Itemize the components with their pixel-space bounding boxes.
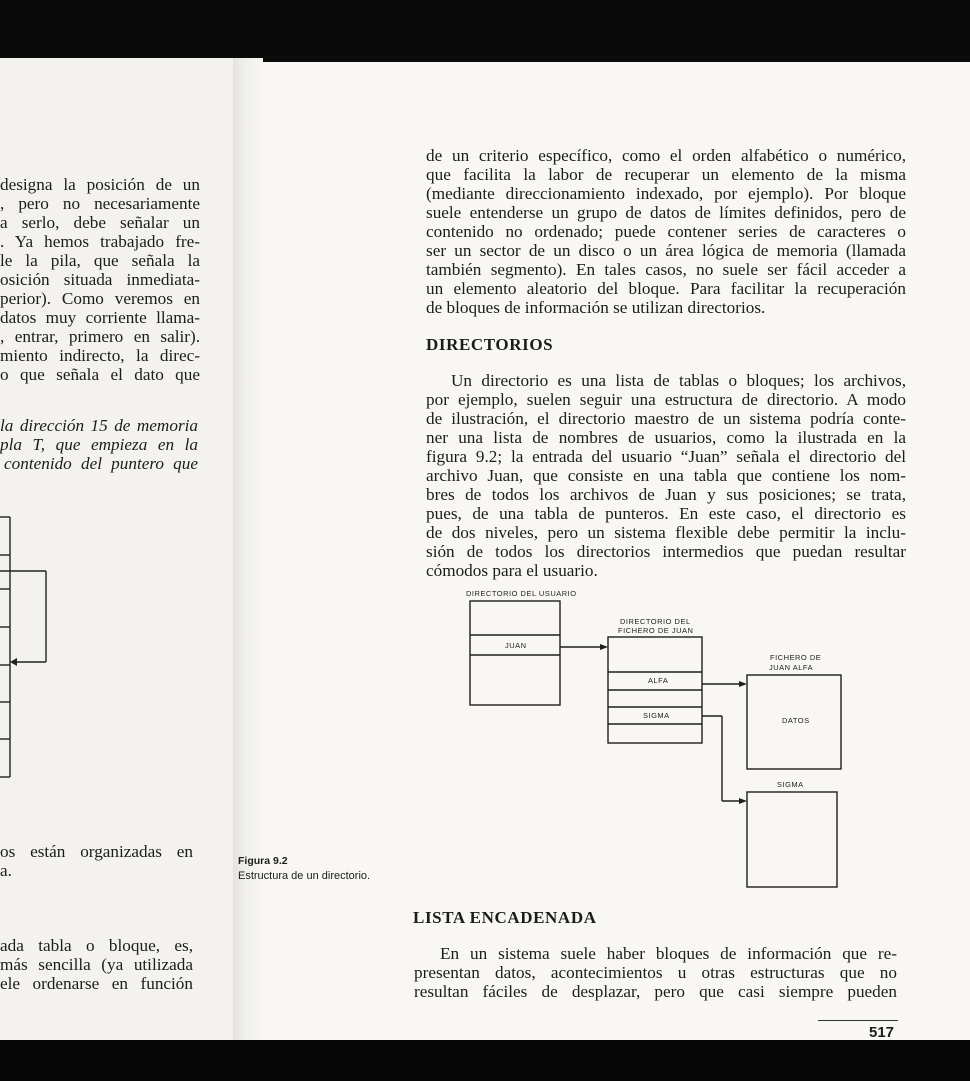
lista-line: presentan datos, acontecimientos u otras estructuras que no bbox=[414, 963, 897, 982]
left-line: más sencilla (ya utilizada bbox=[0, 955, 193, 974]
intro-line: un elemento aleatorio del bloque. Para facilitar la recuperación bbox=[426, 279, 906, 298]
label-file-directory-2: FICHERO DE JUAN bbox=[618, 626, 694, 635]
left-italic-line: contenido del puntero que bbox=[4, 454, 198, 473]
label-fichero-1: FICHERO DE bbox=[770, 653, 822, 662]
lista-line: resultan fáciles de desplazar, pero que casi siempre pueden bbox=[414, 982, 897, 1001]
intro-line: ser un sector de un disco o un área lógica de memoria (llamada bbox=[426, 241, 906, 260]
figure-caption: Estructura de un directorio. bbox=[238, 870, 371, 882]
left-line: . Ya hemos trabajado fre- bbox=[0, 232, 200, 251]
intro-line: (mediante direccionamiento indexado, por ejemplo). Por bloque bbox=[426, 184, 906, 203]
left-line: os están organizadas en bbox=[0, 842, 193, 861]
heading-lista-encadenada: LISTA ENCADENADA bbox=[413, 908, 597, 927]
intro-line: de bloques de información se utilizan directorios. bbox=[426, 298, 766, 317]
label-fichero-2: JUAN ALFA bbox=[769, 663, 814, 672]
label-file-directory-1: DIRECTORIO DEL bbox=[620, 617, 691, 626]
left-line: ele ordenarse en función bbox=[0, 974, 193, 993]
lista-line: En un sistema suele haber bloques de información que re- bbox=[440, 944, 897, 963]
directorios-line: pues, de una tabla de punteros. En este caso, el directorio es bbox=[426, 504, 906, 523]
directorios-line: cómodos para el usuario. bbox=[426, 561, 598, 580]
sigma-file-box bbox=[747, 792, 837, 887]
label-sigma-entry: SIGMA bbox=[643, 711, 670, 720]
top-dark-band bbox=[0, 0, 970, 60]
label-datos: DATOS bbox=[782, 716, 810, 725]
label-alfa: ALFA bbox=[648, 676, 669, 685]
left-line: o que señala el dato que bbox=[0, 365, 200, 384]
page-number: 517 bbox=[869, 1024, 895, 1041]
left-line: datos muy corriente llama- bbox=[0, 308, 200, 327]
left-line: , pero no necesariamente bbox=[0, 194, 200, 213]
left-figure-fragment bbox=[0, 515, 60, 780]
left-line: designa la posición de un bbox=[0, 175, 200, 194]
intro-line: de un criterio específico, como el orden alfabético o numérico, bbox=[426, 146, 906, 165]
directorios-line: Un directorio es una lista de tablas o bloques; los archivos, bbox=[451, 371, 906, 390]
left-line: , entrar, primero en salir). bbox=[0, 327, 200, 346]
label-user-directory: DIRECTORIO DEL USUARIO bbox=[466, 589, 577, 598]
directorios-line: bres de todos los archivos de Juan y sus posiciones; se trata, bbox=[426, 485, 906, 504]
left-line: osición situada inmediata- bbox=[0, 270, 200, 289]
left-italic-line: pla T, que empieza en la bbox=[0, 435, 198, 454]
directory-diagram bbox=[455, 585, 855, 895]
directorios-line: archivo Juan, que consiste en una tabla que contiene los nom- bbox=[426, 466, 906, 485]
left-line: le la pila, que señala la bbox=[0, 251, 200, 270]
left-line: perior). Como veremos en bbox=[0, 289, 200, 308]
label-juan: JUAN bbox=[505, 641, 527, 650]
directorios-line: de dos niveles, pero un sistema flexible debe permitir la inclu- bbox=[426, 523, 906, 542]
left-line: a serlo, debe señalar un bbox=[0, 213, 200, 232]
figure-number: Figura 9.2 bbox=[238, 855, 288, 867]
intro-line: también segmento). En tales casos, no suele ser fácil acceder a bbox=[426, 260, 906, 279]
intro-line: contenido no ordenado; puede contener series de caracteres o bbox=[426, 222, 906, 241]
left-italic-line: la dirección 15 de memoria bbox=[0, 416, 198, 435]
bottom-dark-band bbox=[0, 1040, 970, 1081]
book-gutter bbox=[233, 58, 263, 1048]
intro-line: que facilita la labor de recuperar un elemento de la misma bbox=[426, 165, 906, 184]
footer-rule bbox=[818, 1020, 898, 1021]
directorios-line: sión de todos los directorios intermedios que puedan resultar bbox=[426, 542, 906, 561]
directorios-line: por ejemplo, suelen seguir una estructura de directorio. A modo bbox=[426, 390, 906, 409]
directorios-line: figura 9.2; la entrada del usuario “Juan” señala el directorio del bbox=[426, 447, 906, 466]
directorios-line: ner una lista de nombres de usuarios, como la ilustrada en la bbox=[426, 428, 906, 447]
intro-line: suele entenderse un grupo de datos de límites definidos, pero de bbox=[426, 203, 906, 222]
left-line: a. bbox=[0, 861, 12, 880]
directorios-line: de ilustración, el directorio maestro de un sistema podría conte- bbox=[426, 409, 906, 428]
heading-directorios: DIRECTORIOS bbox=[426, 335, 554, 354]
left-line: miento indirecto, la direc- bbox=[0, 346, 200, 365]
label-sigma-file: SIGMA bbox=[777, 780, 804, 789]
user-directory-box bbox=[470, 601, 560, 705]
left-line: ada tabla o bloque, es, bbox=[0, 936, 193, 955]
